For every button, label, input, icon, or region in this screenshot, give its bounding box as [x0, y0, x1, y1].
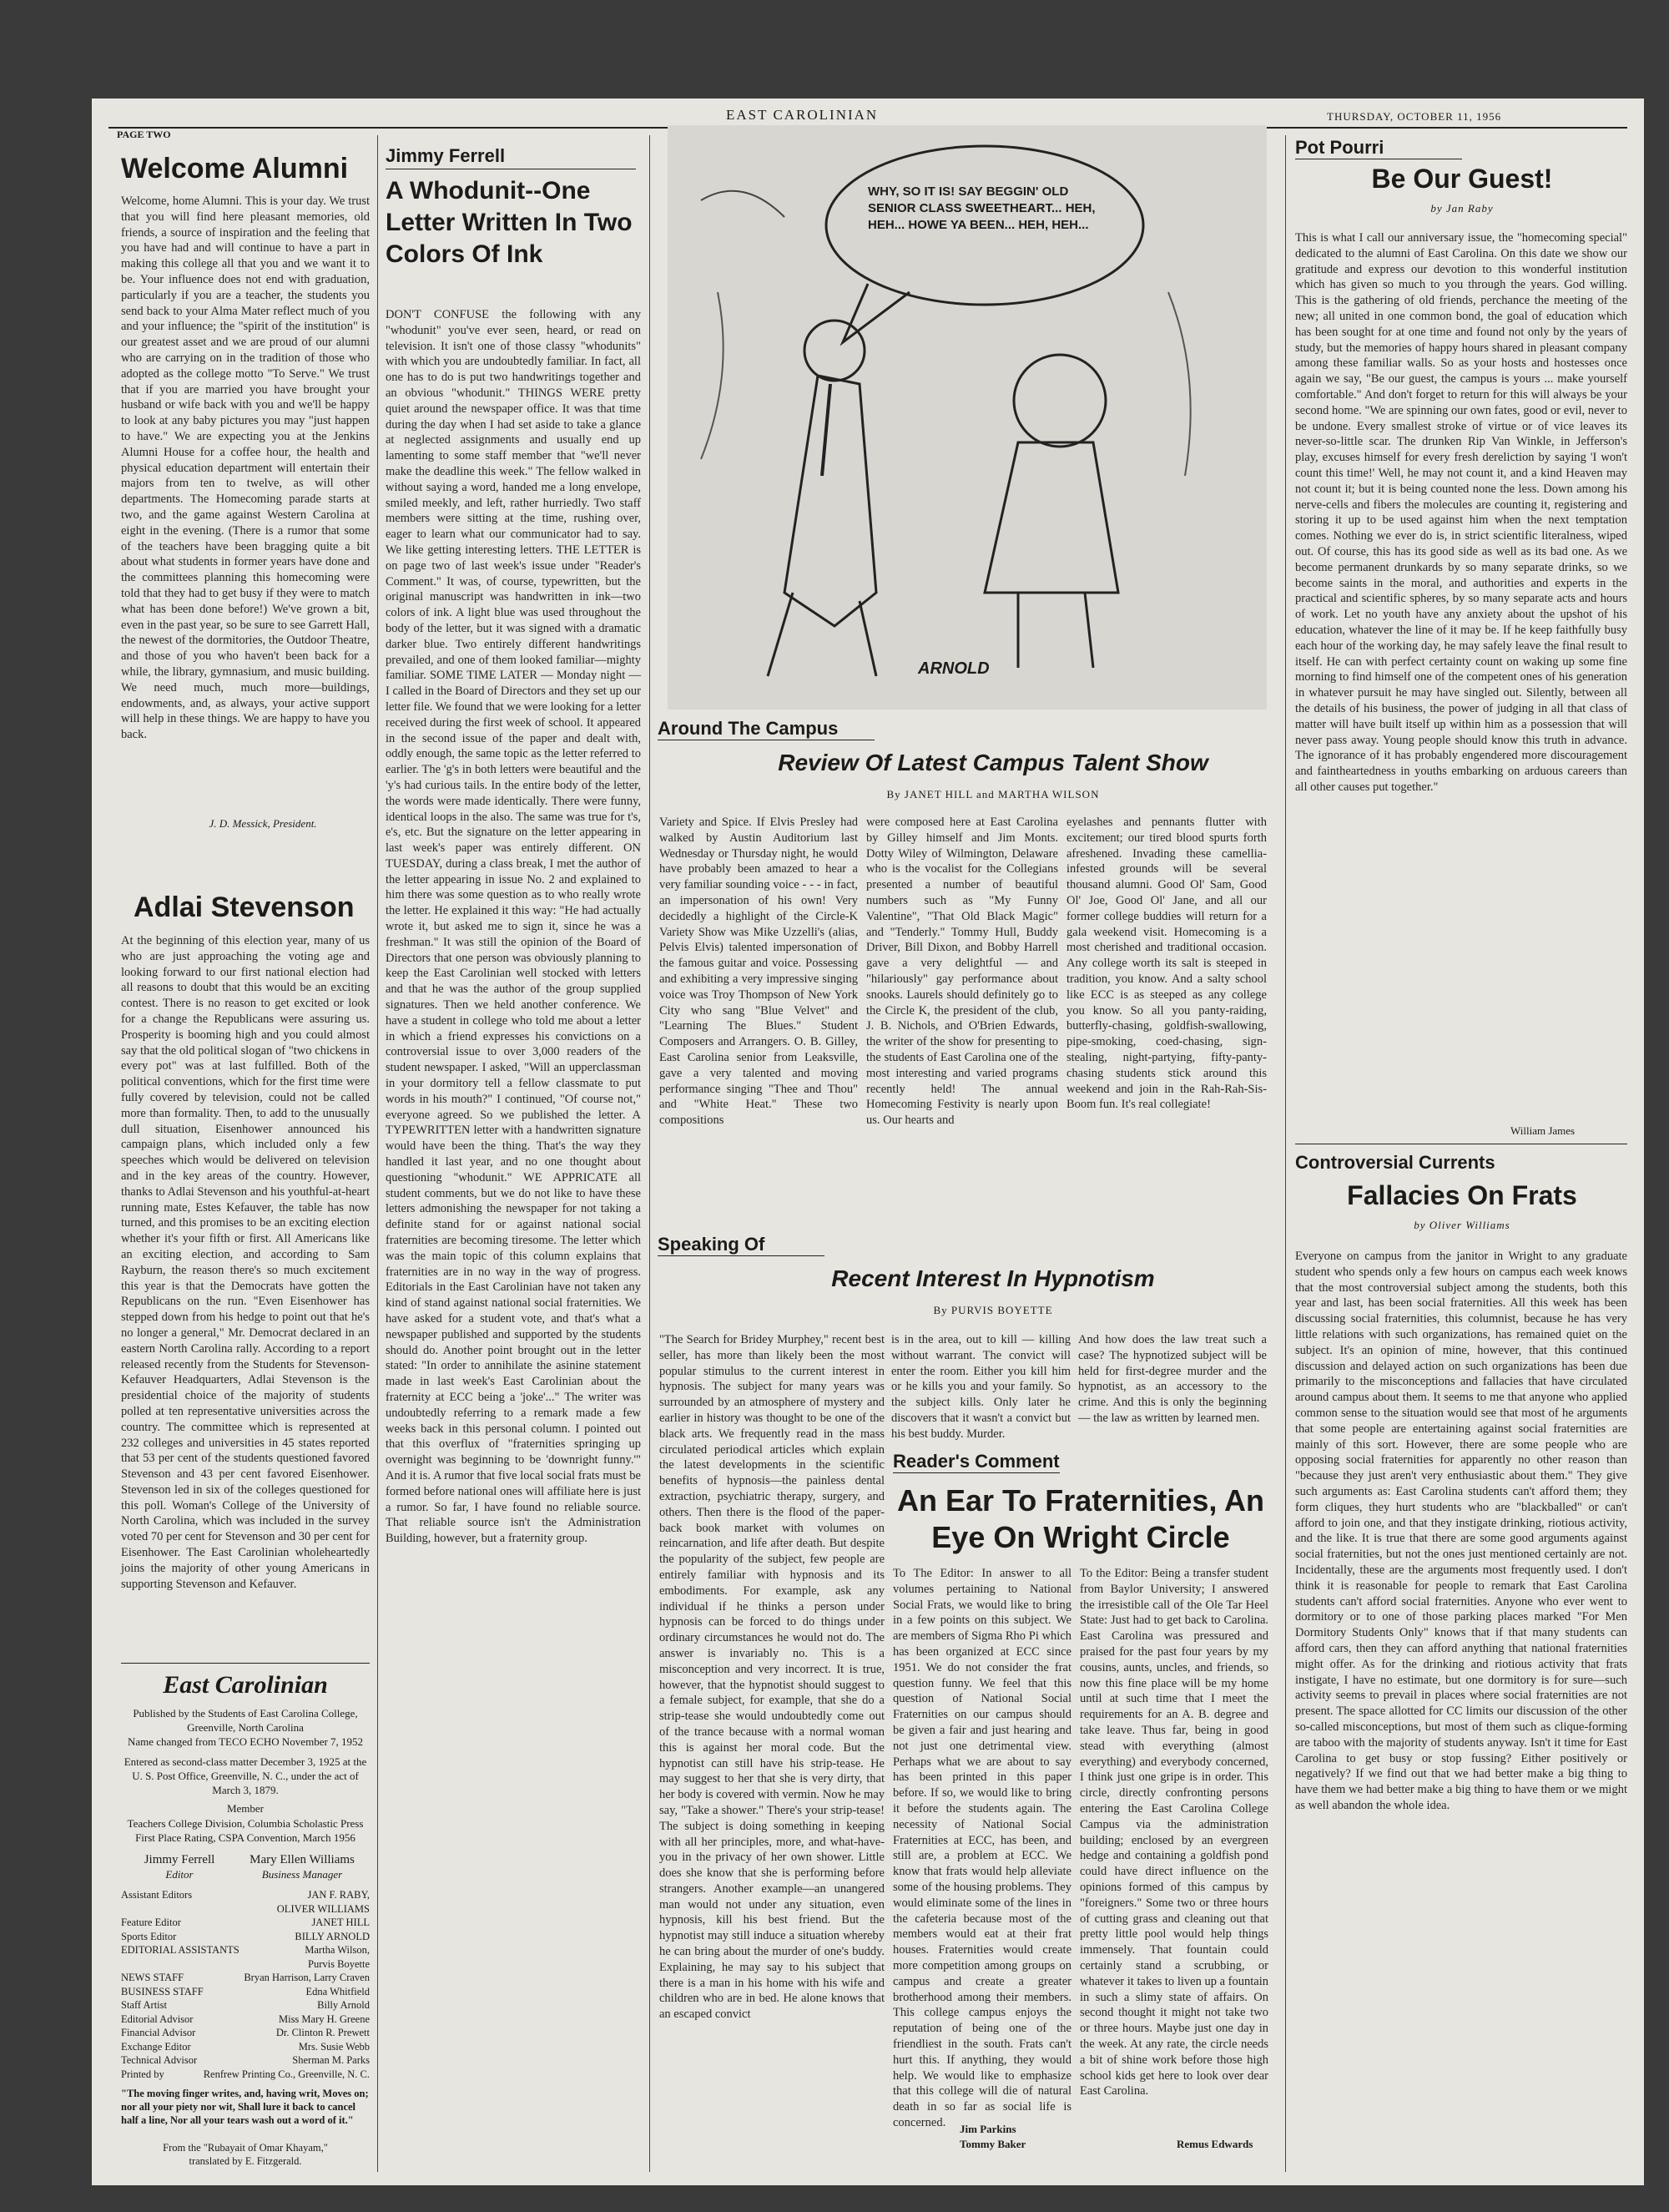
editor-title: Editor	[165, 1868, 194, 1881]
potpourri-body: This is what I call our anniversary issue, the "homecoming special" dedicated to the alumni of East Carolina. On this date we show our gratitude and express our devotion to this wonderful institution which has given so much to you through the years. God willing. This is the gathering of old friends, perchance the meeting of the new; all united in one common bond, the goal of education which has been sought for at one time and found not only by the years of study, but the memories of happy hours shared in pleasant company among these familiar walls. So as your hosts and hostesses once again we say, "Be our guest, the campus is yours ... make yourself comfortable." And don't forget to return for this will always be your second home. "We are spinning our own fates, good or evil, never to be undone. Every smallest stroke of virtue or of vice leaves its never-so-little scar. The drunken Rip Van Winkle, in Jefferson's play, excuses himself for every fresh dereliction by saying 'I won't count this time!' Well, he may not count it, and a kind Heaven may not count it; but it is being counted none the less. Down among his nerve-cells and fibers the molecules are counting it, registering and storing it up to be used against him when the next temptation comes. Nothing we ever do is, in strict scientific literalness, wiped out. Of course, this has its good side as well as its bad one. As we become permanent drunkards by so many separate drinks, so we become saints in the moral, and authorities and experts in the practical and scientific spheres, by so many separate acts and hours of work. Let no youth have any anxiety about the upshot of his education, whatever the line of it may be. If he keep faithfully busy each hour of the working day, he may safely leave the final result to itself. He can with perfect certainty count on waking up some fine morning to find himself one of the competent ones of his generation in whatever pursuit he may have singled out. Silently, between all the details of his business, the power of judging in all that class of matter will have built itself up within him as a possession that will never pass away. Young people should know this truth in advance. The ignorance of it has probably engendered more discouragement and faintheartedness in youths embarking on arduous careers than all other causes put together."	[1295, 231, 1627, 794]
whodunit-body: DON'T CONFUSE the following with any "whodunit" you've ever seen, heard, or read on television. It isn't one of those classy "whodunits" with which you are undoubtedly familiar. In fact, all one has to do is put two handwritings together and an obvious "whodunit." THINGS WERE pretty quiet around the newspaper office. It was that time during the day when I had set aside to take a glance at neglected assignments and usually end up lamenting to some staff member that "we'll never make the deadline this week." The fellow walked in without saying a word, handed me a long envelope, smiled meekly, and left, rather hurriedly. Two staff members were sitting at the time, rushing over, eager to learn what our communicator had to say. We like getting interesting letters. THE LETTER is on page two of last week's issue under "Reader's Comment." It was, of course, typewritten, but the original manuscript was handwritten in ink—two colors of ink. A light blue was used throughout the body of the letter, but it was signed with a dramatic darker blue. Two entirely different handwritings prevailed, and one of them looked familiar—mighty familiar. SOME TIME LATER — Monday night — I called in the Board of Directors and they set up our letter file. We found that we were looking for a letter received during the first week of school. It appeared in the second issue of the paper and dealt with, oddly enough, the same topic as the letter referred to earlier. The 'g's in both letters were beautiful and the 'y's had curious tails. In the entire body of the letter, the words were made identically. There were funny, identical loops in the also. The same was true for t's, e's, etc. But the signature on the letter appearing in last week's paper was entirely different. ON TUESDAY, during a class break, I met the author of the letter appearing in issue No. 2 and explained to him there was some question as to who really wrote the letter. He explained it this way: "He had actually wrote it, but asked me to sign it, since he was a freshman." It was still the opinion of the Board of Directors that one person was obviously planning to keep the East Carolinian well stocked with letters and that he was the author of the group supplied signatures. Then we held another conference. We have a student in college who told me about a letter in which a friend expresses his convictions on a controversial issue to over 3,000 readers of the student newspaper. I asked, "Will an upperclassman in your dormitory tell a fellow classmate to put words in his mouth?" I continued, "Of course not," everyone agreed. So we published the letter. A TYPEWRITTEN letter with a handwritten signature would have been the thing. That's the way they handled it last year, and no one thought about questioning "whodunit." WE APPRICATE all student comments, but we do not like to have these letters admonishing the newspaper for not taking a definite stand for or against national social fraternities are becoming tiresome. The letter which was the main topic of this column explains that fraternities are in no way in the way of progress. Editorials in the East Carolinian have not taken any kind of stand against national social fraternities. We have asked for a student vote, and that's what a newspaper published and supported by the students should do. Another point brought out in the letter stated: "In order to annihilate the asinine statement made in last week's East Carolinian about the fraternity at ECC being a 'joke'..." The writer was undoubtedly referring to a remark made a few weeks back in this personal column. I pointed out that this overflux of "fraternities springing up overnight was beginning to be 'downright funny.'" And it is. A rumor that five local social frats must be formed before national ones will affiliate here is just a rumor. So far, I have found no reliable source. That reliable source isn't the Administration Building, however, but a fraternity group.	[386, 308, 641, 1546]
staff-row: Purvis Boyette	[308, 1957, 370, 1970]
potpourri-kicker: Pot Pourri	[1295, 137, 1384, 158]
masthead-box-title: East Carolinian	[163, 1671, 328, 1699]
column-divider	[377, 135, 378, 2172]
staff-row: Assistant Editors JAN F. RABY,	[121, 1889, 370, 1901]
hypnotism-kicker: Speaking Of	[658, 1234, 765, 1255]
editorial-cartoon	[668, 125, 1267, 710]
staff-row: Exchange Editor Mrs. Susie Webb	[121, 2040, 370, 2053]
readers-kicker: Reader's Comment	[893, 1451, 1060, 1472]
masthead-entry: Entered as second-class matter December 3, 1925 at the U. S. Post Office, Greenville, N. C., under the act of March 3, 1879.	[124, 1755, 367, 1796]
masthead-association: Teachers College Division, Columbia Scholastic Press First Place Rating, CSPA Convention, March 1956	[127, 1817, 364, 1844]
welcome-body: Welcome, home Alumni. This is your day. We trust that you will find here pleasant memories, old friends, a source of inspiration and the feeling that you have had and will continue to have a part in making this college all that you and we want it to be. Your influence does not end with graduation, particularly if you are a teacher, the students you send back to your Alma Mater reflect much of you and your influence; the "spirit of the institution" is our greatest asset and we are proud of our alumni who are carrying on in the tradition of those who adopted as the college motto "To Serve." We trust that if you are married you have brought your husband or wife back with you and we'll be happy to look at any baby pictures you may "just happen to have." We are expecting you at the Jenkins Alumni House for a coffee hour, the health and physical education department will entertain their majors from ten to twelve, as will other departments. The Homecoming parade starts at two, and the game against Western Carolina at eight in the evening. (There is a rumor that some of the teachers have been bragging quite a bit about what students in former years have done and the committees planning this homecoming were told that they had to get busy if they were to match what has been done before!) We've grown a bit, even in the past year, so be sure to see Garrett Hall, the newest of the dormitories, the Outdoor Theatre, and those of you who haven't been back for a while, the library, gymnasium, and music building. We need much, much more—buildings, endowments, and, as always, your active support will help in these things. We are happy to have you back.	[121, 194, 370, 742]
welcome-headline: Welcome Alumni	[121, 153, 349, 184]
whodunit-kicker: Jimmy Ferrell	[386, 145, 506, 166]
staff-row: OLIVER WILLIAMS	[276, 1902, 370, 1915]
quote-translator: translated by E. Fitzgerald.	[189, 2155, 302, 2167]
business-manager-name: Mary Ellen Williams	[250, 1853, 355, 1866]
talent-kicker: Around The Campus	[658, 718, 839, 739]
masthead-name-change: Name changed from TECO ECHO November 7, 1952	[127, 1735, 364, 1748]
quote-source: From the "Rubayait of Omar Khayam,"	[163, 2142, 328, 2154]
staff-row: NEWS STAFF Bryan Harrison, Larry Craven	[121, 1972, 370, 1983]
hypnotism-headline: Recent Interest In Hypnotism	[831, 1265, 1155, 1291]
staff-row: Feature Editor JANET HILL	[121, 1917, 370, 1928]
potpourri-attribution: William James	[1510, 1124, 1576, 1137]
talent-col3: eyelashes and pennants flutter with excitement; our tired blood spurts forth afreshened. Invading these camellia-infested grounds will be several thousand alumni. Good Ol' Sam, Good Ol' Joe, Good Ol' Jane, and all our former college buddies will return for a gala weekend visit. Homecoming is a most cherished and traditional occasion. Any college worth its salt is steeped in tradition, you know. And a salty school like ECC is as steeped as any college you know. So all you panty-raiding, butterfly-chasing, goldfish-swallowing, pipe-smoking, coed-chasing, sign-stealing, night-partying, fifty-panty-chasing students stick around this weekend and join in the Rah-Rah-Sis-Boom fun. It's real collegiate!	[1066, 816, 1267, 1112]
frats-body: Everyone on campus from the janitor in Wright to any graduate student who spends only a few hours on campus each week knows that the most controversial subject among the students, both this year and last, has been social fraternities. All this week has been discussing social fraternities, this columnist, because he has very little relations with such organizations, has remained quiet on the subject. It's an opinion of mine, however, that this continued discussion and delayed action on such organizations has been due primarily to the misconceptions and fallacies that have circulated around campus about them. It seems to me that anyone who applied common sense to the situation would see that most of he arguments that some people are entertaining against social fraternities are mainly of this sort. However, there are some people who are opposing social fraternities for apparently no other reason than "because they just aren't very enthusiastic about them." They give such arguments as: East Carolina students can't afford them; they form cliques, they hurt students who are "blackballed" or can't afford to join one, and that they instigate drinking, riotious activity, and the like. It is true that there are some good arguments against social fraternities, but not the ones just mentioned certainly are not. Incidentally, these are the arguments most frequently used. I don't think it is reasonable for people to remark that East Carolina students can't afford social fraternities. Anyone who ever went to dormitory or to one of those parking places marked "For Men Dormitory Students Only" knows that if that many students can afford cars, then they can afford anything that national fraternities might offer. As for the drinking and riotious activity that frats instigate, I have no estimate, but one dormitory is for sure—such activity seems to prevail in places where social fraternities are not present. The space allotted for CC limits our discussion of the other so-called misconceptions, but most of them such as clique-forming are taboo with the majority of students anyway. Isn't it time for East Carolina to get busy or stop fussing? Either positively or negatively? If we find out that we had better make a big thing to have them we had better make a big thing to have them or we might as well abandon the whole idea.	[1295, 1250, 1627, 1812]
issue-date: THURSDAY, OCTOBER 11, 1956	[1327, 110, 1502, 123]
masthead-publisher: Published by the Students of East Carolina College, Greenville, North Carolina	[133, 1707, 358, 1734]
staff-row: Financial Advisor Dr. Clinton R. Prewett	[121, 2027, 370, 2038]
talent-headline: Review Of Latest Campus Talent Show	[778, 750, 1208, 775]
hypnotism-col2: is in the area, out to kill — killing without warrant. The convict will enter the room. Either you kill him or he kills you and your family. So the subject kills. Only later he discovers that it wasn't a convict but his best buddy. Murder.	[891, 1333, 1071, 1441]
readers-sig2: Remus Edwards	[1177, 2138, 1253, 2150]
readers-headline: An Ear To Fraternities, An Eye On Wright Circle	[896, 1483, 1265, 1554]
masthead-quote: "The moving finger writes, and, having writ, Moves on; nor all your piety nor wit, Shall lure it back to cancel half a line, Nor all your tears wash out a word of it."	[121, 2088, 369, 2126]
hypnotism-byline: By PURVIS BOYETTE	[933, 1304, 1053, 1316]
frats-byline: by Oliver Williams	[1414, 1219, 1510, 1231]
editor-name: Jimmy Ferrell	[144, 1853, 215, 1866]
kicker-rule	[658, 1255, 824, 1256]
staff-row: EDITORIAL ASSISTANTS Martha Wilson,	[121, 1944, 370, 1956]
staff-row: Staff Artist Billy Arnold	[121, 1999, 370, 2011]
kicker-rule	[893, 1472, 1060, 1473]
staff-row: BUSINESS STAFF Edna Whitfield	[121, 1985, 370, 1997]
staff-row: Printed by Renfrew Printing Co., Greenville, N. C.	[121, 2068, 370, 2080]
masthead-title: EAST CAROLINIAN	[726, 107, 879, 123]
staff-list	[121, 1888, 370, 2081]
newspaper-page	[92, 98, 1644, 2185]
potpourri-byline: by Jan Raby	[1430, 202, 1494, 215]
masthead-box-rule	[121, 1663, 370, 1664]
hypnotism-col1: "The Search for Bridey Murphey," recent best seller, has more than likely been the most popular stimulus to the current interest in hypnosis. The subject for many years was surrounded by an atmosphere of mystery and earlier in history was thought to be one of the black arts. We frequently read in the mass circulated periodical articles which explain the latest developments in the scientific benefits of hypnosis—the painless dental extraction, psychiatric therapy, surgery, and others. Then there is the flood of the paper-back book market with volumes on reincarnation, and life after death. But despite the popularity of the subject, few people are entirely familiar with hypnosis and its embodiments. For example, ask any individual if he thinks a person under hypnosis can be forced to do things under ordinary circumstances he would not do. The answer is invariably no. This is a misconception and very incorrect. It is true, however, that the hypnotist should suggest to a female subject, for example, that she do a strip-tease she would undoubtedly come out of the trance because with a normal woman this is against her moral code. But the hypnotist can still have his strip-tease. He may suggest to her that she is very dirty, that her body is covered with vermin. Now he may say, "Take a shower." There's your strip-tease! The subject is doing something in keeping with all her principles, more, and what-have-you in the privacy of her own shower. Little does she know that she is performing before strangers. Another example—an unangered man would not under any situation, even hypnosis, kill his best friend. But the hypnotist may still induce a situation whereby he can bring about the murder of one's buddy. Explaining, he may say to his subject that there is a man in his home with his wife and children who are in bed. He alone knows that an escaped convict	[659, 1333, 885, 2022]
page-label: PAGE TWO	[117, 129, 171, 140]
readers-sig1b: Tommy Baker	[960, 2138, 1026, 2150]
column-divider	[1285, 135, 1286, 2172]
masthead-member: Member	[226, 1802, 265, 1815]
stevenson-body: At the beginning of this election year, many of us who are just approaching the voting age and looking forward to our first national election had all reasons to doubt that this would be an exciting contest. There is no reason to get excited or look for a change the Republicans were assuring us. Prosperity is booming high and you could almost say that the old political slogan of "two chickens in every pot" was at last fulfilled. Both of the political conventions, which for the first time were fully covered by television, could not be called more than formality. Then, to add to the unusually dull situation, Eisenhower announced his campaign plans, which included only a few speeches which would be delivered on television and in the key areas of the country. However, thanks to Adlai Stevenson and his youthful-at-heart running mate, Estes Kefauver, the table has now turned, and this promises to be an exciting election whether it's your fifth or first. All Americans like an exciting election, and according to Sam Rayburn, the reason there's so much excitement this year is that the Democrats have gotten the Republicans on the run. "Even Eisenhower has stepped down from his hedge to point out that he's no longer a general," Mr. Democrat declared in an eastern North Carolina rally. According to a report released recently from the Students for Stevenson-Kefauver Headquarters, Adlai Stevenson is the presidential choice of the majority of students polled at ten representative universities across the country. The committee which is represented at 232 colleges and universities in 45 states reported that 53 per cent of the students questioned favored Stevenson and 43 per cent favored Eisenhower. Stevenson led in six of the colleges questioned for this poll. Woman's College of the University of North Carolina, which was included in the survey voted 70 per cent for Stevenson and 30 per cent for Eisenhower. The East Carolinian wholeheartedly joins the majority of other young Americans in supporting Stevenson and Kefauver.	[121, 934, 371, 1591]
cartoon-signature: ARNOLD	[918, 659, 990, 678]
talent-col1: Variety and Spice. If Elvis Presley had walked by Austin Auditorium last Wednesday or Thursday night, he would have probably been amazed to hear a very familiar sounding voice - - - in fact, an impersonation of his own! Very decidedly a highlight of the Circle-K Variety Show was Mike Uzzelli's (alias, Pelvis Elvis) talented impersonation of the famous guitar and voice. Possessing and exhibiting a very impressive singing voice was Troy Thompson of New York City who sang "Blue Velvet" and "Learning The Blues." Student Composers and Arrangers. O. B. Gilley, East Carolina senior from Leaksville, gave a very talented and moving performance singing "Thee and Thou" and "White Heat." These two compositions	[659, 816, 858, 1128]
potpourri-headline: Be Our Guest!	[1371, 164, 1553, 194]
staff-row: Editorial Advisor Miss Mary H. Greene	[121, 2013, 370, 2025]
staff-row: Technical Advisor Sherman M. Parks	[121, 2054, 370, 2066]
welcome-signature: J. D. Messick, President.	[209, 817, 317, 830]
hypnotism-col3: And how does the law treat such a case? The hypnotized subject will be held for first-degree murder and the hypnotist, as an accessory to the crime. And this is only the beginning — the law as written by learned men.	[1078, 1333, 1267, 1425]
cartoon-balloon-text: WHY, SO IT IS! SAY BEGGIN' OLD SENIOR CLASS SWEETHEART... HEH, HEH... HOWE YA BEEN... HEH, HEH...	[868, 184, 1096, 232]
stevenson-headline: Adlai Stevenson	[134, 891, 355, 923]
business-manager-title: Business Manager	[261, 1868, 343, 1881]
talent-byline: By JANET HILL and MARTHA WILSON	[886, 788, 1100, 800]
readers-letter2: To the Editor: Being a transfer student from Baylor University; I answered the irresistible call of the Ole Tar Heel State: Just had to get back to Carolina. East Carolina was pressured and praised for the past four years by my cousins, aunts, uncles, and friends, so now this fine place will be my home until at such time that I meet the requirements for an A. B. degree and take leave. Thus far, being in good stead with everything (almost everything) and everybody concerned, I think just one gripe is in order. This circle, directly confronting persons entering the East Carolina College Campus via the administration building; enclosed by an evergreen hedge and containing a goldfish pond could have direct influence on the opinions formed of this campus by "foreigners." Some two or three hours of cutting grass and cleaning out that pretty little pool would help things immensely. That fountain could certainly stand a scrubbing, or whatever it takes to liven up a fountain in such a slimy state of affairs. On second thought it might not take two or three hours. Maybe just one day in the week. At any rate, the circle needs a bit of shine work before those high school kids get here to look over dear East Carolina.	[1080, 1567, 1268, 2098]
column-divider	[649, 135, 650, 2172]
staff-row: Sports Editor BILLY ARNOLD	[121, 1930, 370, 1942]
frats-kicker: Controversial Currents	[1295, 1152, 1495, 1173]
readers-letter1: To The Editor: In answer to all volumes pertaining to National Social Frats, we would like to bring in a few points on this subject. We are members of Sigma Rho Pi which has been organized at ECC since 1951. We do not consider the frat question funny. We feel that this question of National Social Fraternities on our campus should be given a fair and just hearing and not just one detrimental view. Perhaps what we are about to say has been printed in this paper before. If so, we would like to bring it before the students again. The necessity of National Social Fraternities at ECC, has been, and still are, a problem at ECC. We know that frats would help alleviate some of the housing problems. They would eliminate some of the lines in the cafeteria because most of the members would eat at their frat houses. Fraternities would create more competition among groups on campus and create a greater brotherhood among their members. This college campus enjoys the reputation of being one of the friendliest in the south. Frats can't hurt this. If anything, they would help. We would like to emphasize that this college will die of natural death in so far as social life is concerned.	[893, 1567, 1071, 2129]
frats-headline: Fallacies On Frats	[1347, 1180, 1577, 1210]
whodunit-headline: A Whodunit--One Letter Written In Two Colors Of Ink	[386, 177, 633, 268]
readers-sig1a: Jim Parkins	[960, 2123, 1016, 2135]
talent-col2: were composed here at East Carolina by Gilley himself and Jim Monts. Dotty Wiley of Wilmington, Delaware who is the vocalist for the Collegians presented a number of beautiful numbers such as "My Funny Valentine", "That Old Black Magic" and "Tenderly." Tommy Hull, Buddy Driver, Bill Dixon, and Bobby Harrell gave a very delightful — and "hilariously" gay performance about snooks. Laurels should definitely go to the Circle K, the president of the club, J. B. Nichols, and O'Brien Edwards, the writer of the show for presenting to the students of East Carolina one of the most interesting and varied programs recently held! The annual Homecoming Festivity is nearly upon us. Our hearts and	[866, 816, 1058, 1128]
